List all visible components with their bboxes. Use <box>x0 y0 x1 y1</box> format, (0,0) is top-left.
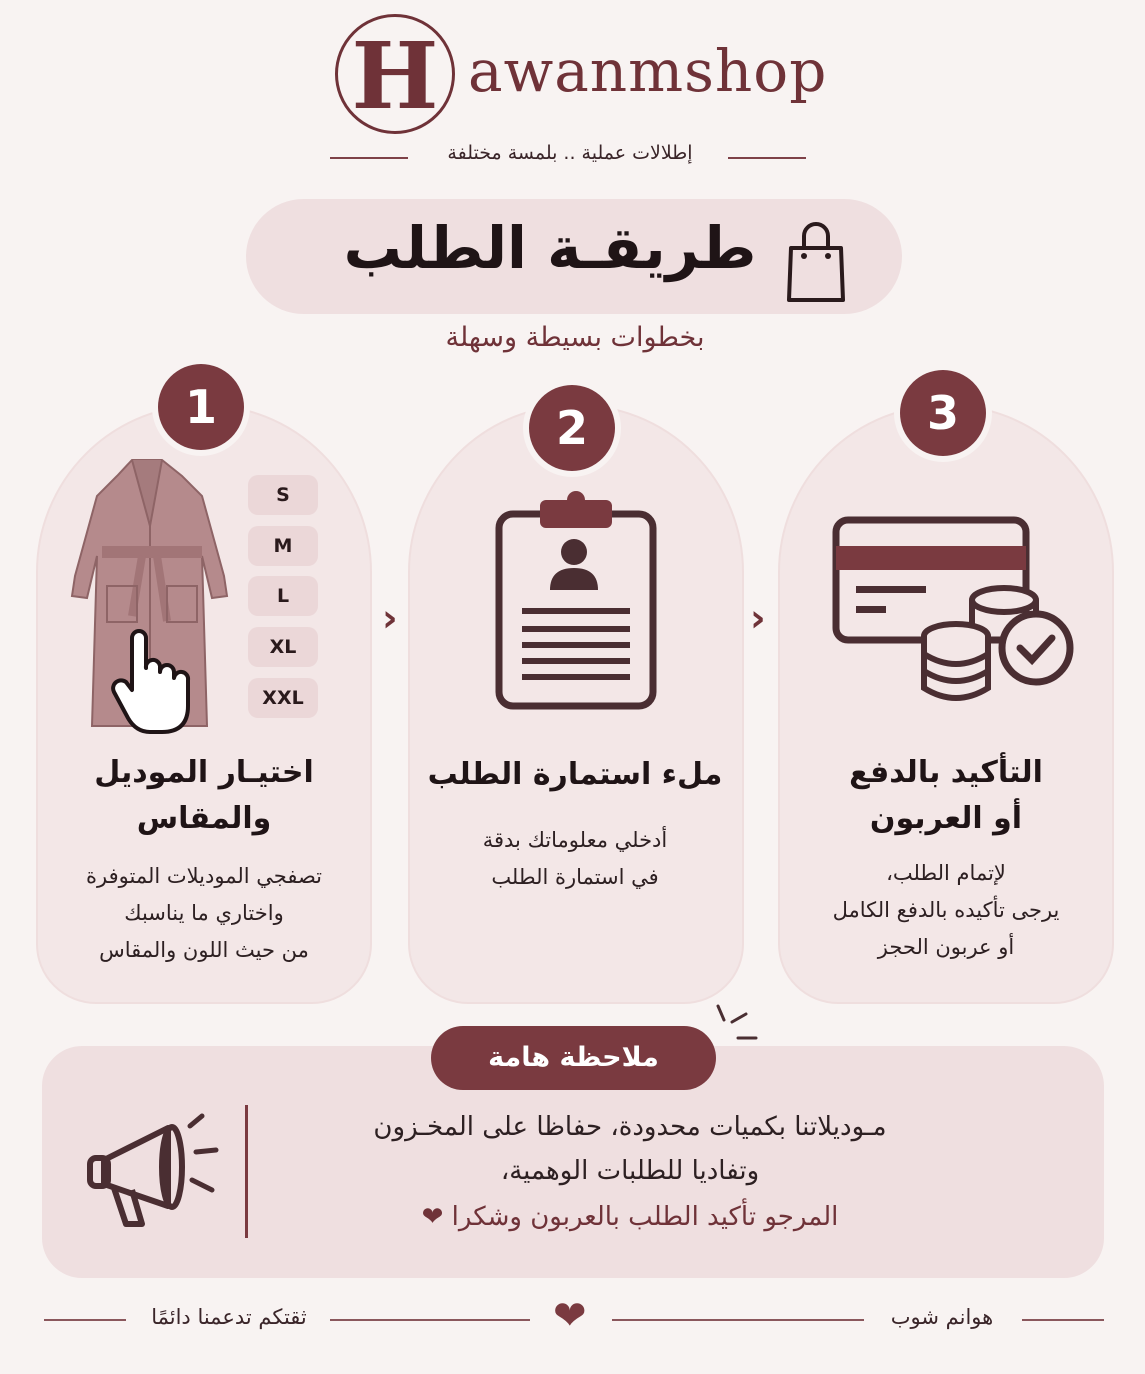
card-coins-check-icon <box>832 516 1080 708</box>
step-desc-2 <box>415 822 735 896</box>
step-desc-3-line1: لإتمام الطلب، <box>886 861 1006 885</box>
step-desc-2-line2: في استمارة الطلب <box>491 865 659 889</box>
footer-divider-1 <box>44 1319 126 1321</box>
note-label: ملاحظة هامة <box>431 1026 716 1090</box>
step-desc-3 <box>786 855 1106 966</box>
note-line-3 <box>270 1202 990 1232</box>
step-desc-1 <box>44 858 364 969</box>
step-title-1-line2: والمقاس <box>136 801 272 836</box>
step-title-3-line1: التأكيد بالدفع <box>849 755 1043 790</box>
step-title-1-line1: اختيـار الموديل <box>94 755 314 790</box>
megaphone-icon <box>84 1108 224 1232</box>
size-option-m[interactable]: M <box>248 526 318 566</box>
page-title: طريقـة الطلب <box>343 214 757 282</box>
step-number-1: 1 <box>158 364 244 450</box>
step-desc-3-line3: أو عربون الحجز <box>877 935 1015 959</box>
step-number-2: 2 <box>529 385 615 471</box>
size-option-xl[interactable]: XL <box>248 627 318 667</box>
note-line-1: مـوديلاتنا بكميات محدودة، حفاظا على المخـزون <box>373 1112 887 1142</box>
logo-letter: H <box>351 22 439 130</box>
clipboard-form-icon <box>494 490 658 710</box>
tagline-divider-left <box>330 157 408 159</box>
logo-circle <box>335 14 455 134</box>
footer-divider-2 <box>330 1319 530 1321</box>
footer-divider-4 <box>1022 1319 1104 1321</box>
size-option-xxl[interactable]: XXL <box>248 678 318 718</box>
size-option-l[interactable]: L <box>248 576 318 616</box>
note-divider <box>245 1105 248 1238</box>
footer-divider-3 <box>612 1319 864 1321</box>
footer-left-text: ثقتكم تدعمنا دائمًا <box>151 1305 307 1329</box>
step-desc-1-line3: من حيث اللون والمقاس <box>99 938 309 962</box>
chevron-right-icon: › <box>382 596 398 640</box>
footer-right-text: هوانم شوب <box>890 1305 994 1329</box>
burst-lines-icon <box>712 1002 762 1056</box>
note-line-3-text: المرجو تأكيد الطلب بالعربون وشكرا <box>451 1202 839 1232</box>
step-desc-3-line2: يرجى تأكيده بالدفع الكامل <box>832 898 1060 922</box>
logo-wordmark: awanmshop <box>468 37 828 105</box>
step-title-1 <box>44 750 364 842</box>
coat-with-pointer-icon <box>62 456 242 746</box>
step-number-3: 3 <box>900 370 986 456</box>
note-line-2: وتفاديا للطلبات الوهمية، <box>500 1156 760 1186</box>
shopping-bag-icon <box>785 218 847 304</box>
heart-icon: ❤ <box>421 1202 444 1232</box>
step-desc-2-line1: أدخلي معلوماتك بدقة <box>482 828 668 852</box>
step-desc-1-line1: تصفجي الموديلات المتوفرة <box>86 864 322 888</box>
step-title-2: ملء استمارة الطلب <box>427 757 723 792</box>
size-option-s[interactable]: S <box>248 475 318 515</box>
heart-icon: ❤ <box>553 1293 587 1339</box>
page-subtitle: بخطوات بسيطة وسهلة <box>445 322 705 353</box>
tagline-divider-right <box>728 157 806 159</box>
step-title-3-line2: أو العربون <box>869 801 1023 836</box>
chevron-right-icon: › <box>750 596 766 640</box>
tagline: إطلالات عملية .. بلمسة مختلفة <box>447 142 693 164</box>
step-title-3 <box>786 750 1106 842</box>
step-desc-1-line2: واختاري ما يناسبك <box>124 901 284 925</box>
